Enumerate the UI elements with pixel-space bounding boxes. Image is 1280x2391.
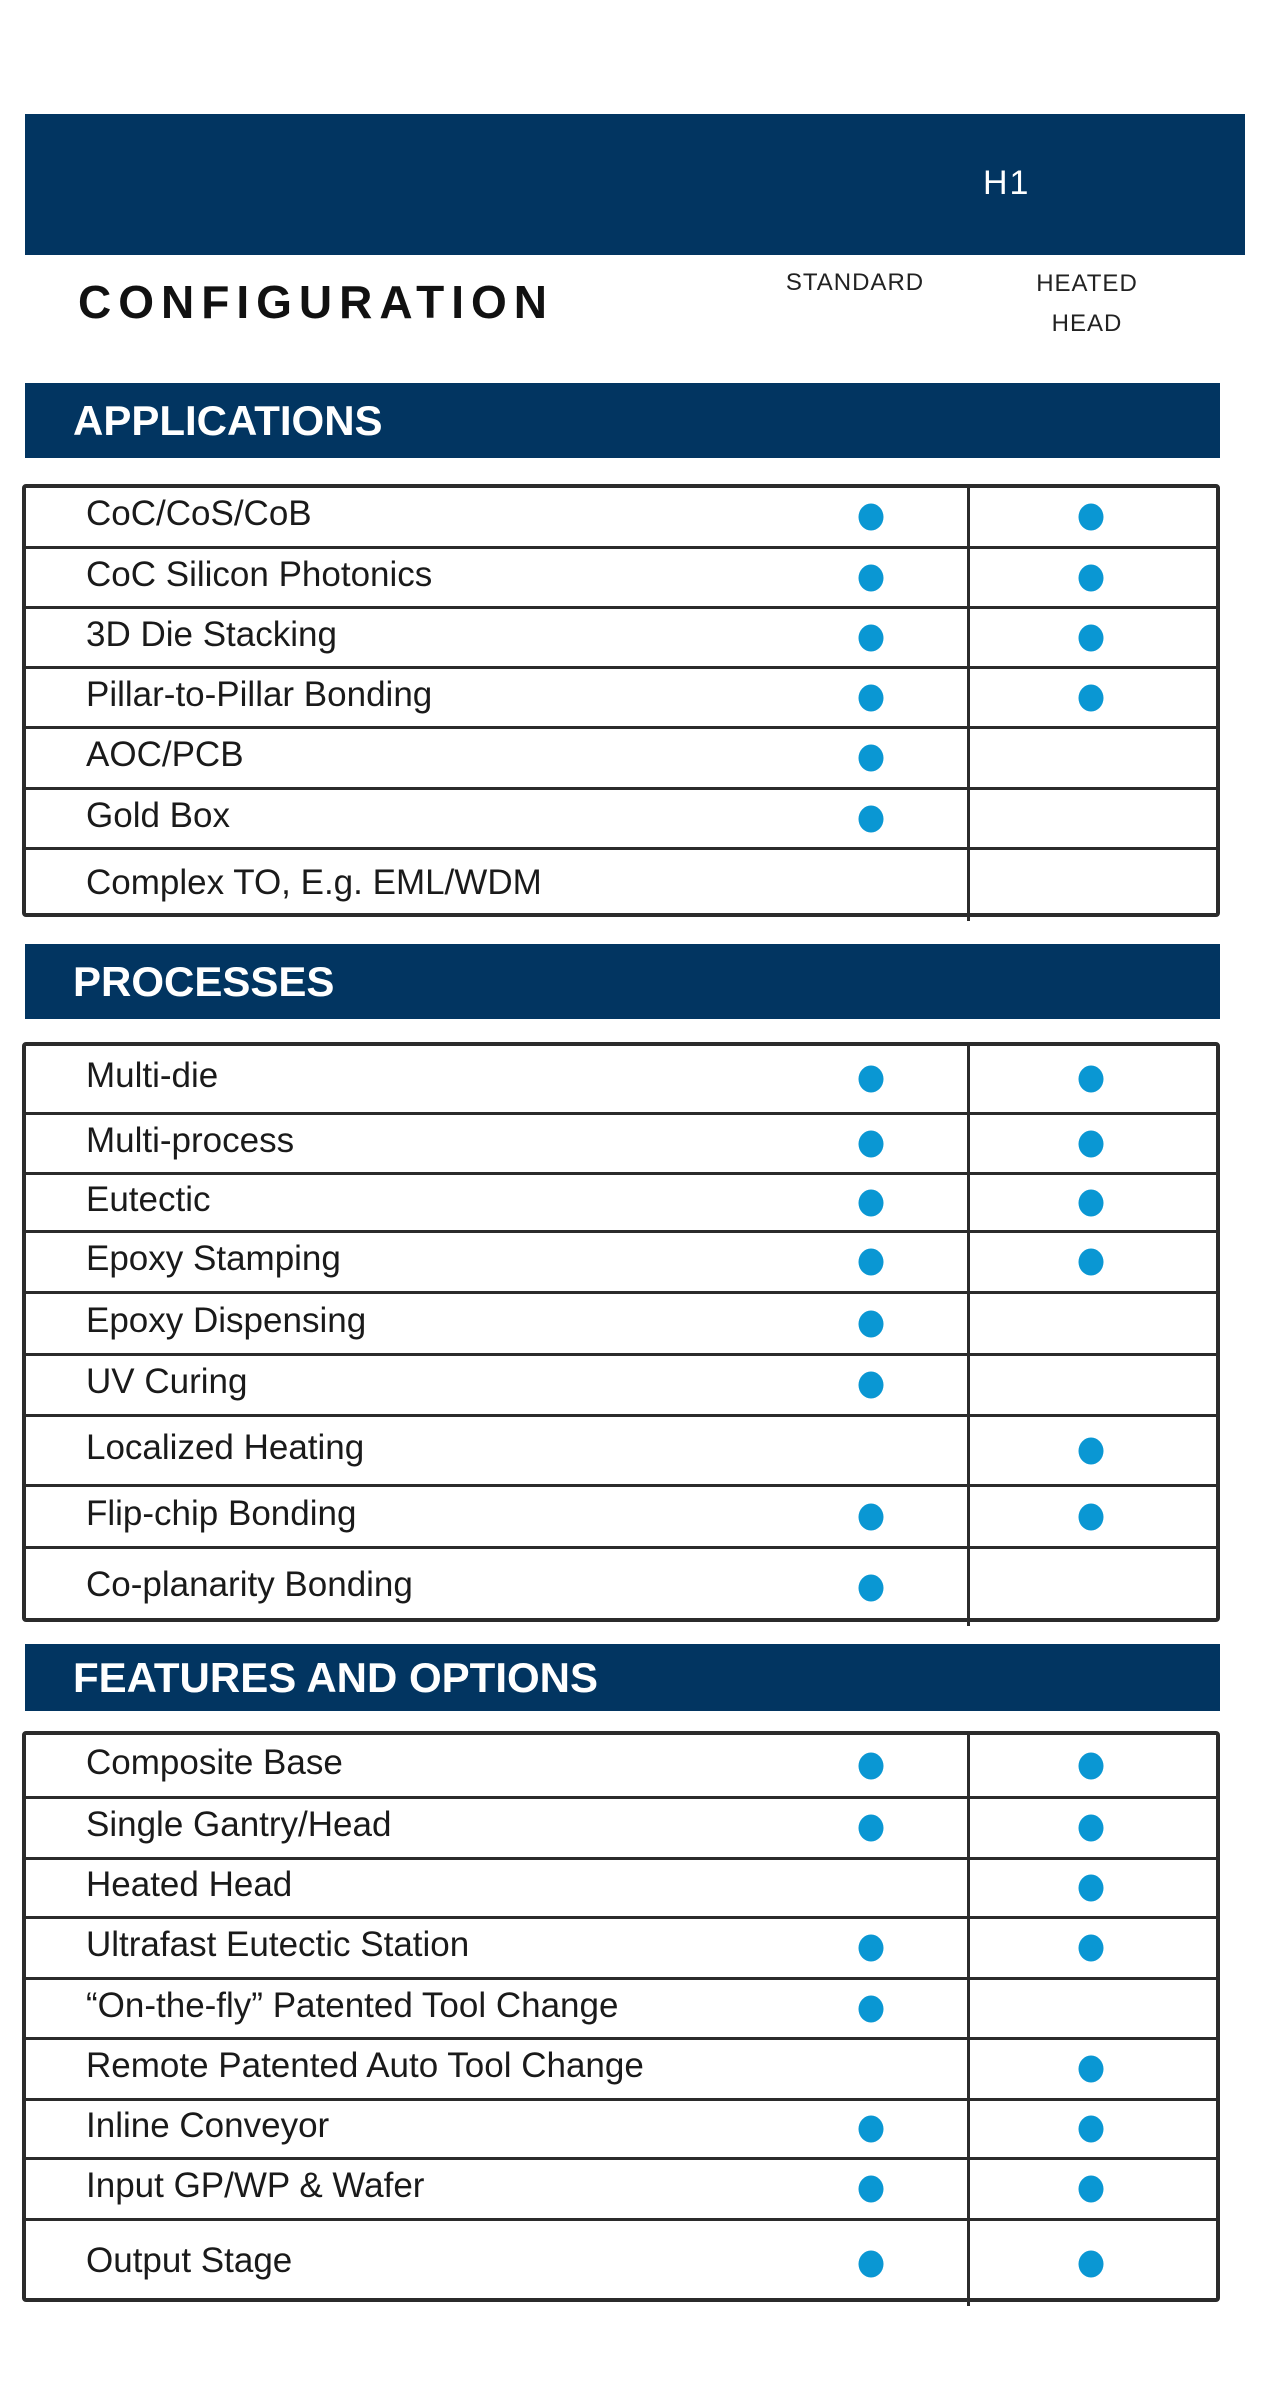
row-label: Multi-process bbox=[86, 1120, 295, 1160]
column-divider bbox=[967, 1487, 970, 1546]
row-label: Multi-die bbox=[86, 1055, 219, 1095]
standard-included-dot-icon bbox=[859, 745, 884, 772]
table-row bbox=[26, 1233, 1216, 1294]
row-label: Composite Base bbox=[86, 1742, 343, 1782]
table-row bbox=[26, 1487, 1216, 1549]
column-divider bbox=[967, 1549, 970, 1626]
column-header-standard: STANDARD bbox=[785, 269, 925, 296]
row-label: Output Stage bbox=[86, 2240, 293, 2280]
row-label: Localized Heating bbox=[86, 1427, 365, 1467]
standard-included-dot-icon bbox=[859, 1372, 884, 1399]
standard-included-dot-icon bbox=[859, 1574, 884, 1601]
table-row bbox=[26, 1980, 1216, 2040]
standard-included-dot-icon bbox=[859, 1310, 884, 1337]
heated-head-included-dot-icon bbox=[1079, 1066, 1104, 1093]
table-row bbox=[26, 1294, 1216, 1356]
heated-head-included-dot-icon bbox=[1079, 1875, 1104, 1902]
heated-head-included-dot-icon bbox=[1079, 624, 1104, 651]
table-row bbox=[26, 1356, 1216, 1417]
model-header-bar bbox=[25, 114, 1245, 255]
standard-included-dot-icon bbox=[859, 1249, 884, 1276]
model-name: H1 bbox=[983, 164, 1031, 202]
column-header-heated-head bbox=[1007, 264, 1167, 344]
column-divider bbox=[967, 1980, 970, 2037]
standard-included-dot-icon bbox=[859, 1752, 884, 1779]
heated-head-included-dot-icon bbox=[1079, 2176, 1104, 2203]
standard-included-dot-icon bbox=[859, 1066, 884, 1093]
column-divider bbox=[967, 1294, 970, 1353]
heated-head-included-dot-icon bbox=[1079, 2056, 1104, 2083]
heated-head-included-dot-icon bbox=[1079, 1935, 1104, 1962]
column-divider bbox=[967, 1175, 970, 1230]
column-header-line: HEATED bbox=[1036, 270, 1138, 297]
row-label: Heated Head bbox=[86, 1864, 293, 1904]
table-row bbox=[26, 790, 1216, 850]
column-divider bbox=[967, 1919, 970, 1977]
row-label: Flip-chip Bonding bbox=[86, 1493, 357, 1533]
column-divider bbox=[967, 1799, 970, 1857]
standard-included-dot-icon bbox=[859, 1130, 884, 1157]
heated-head-included-dot-icon bbox=[1079, 1130, 1104, 1157]
row-label: “On-the-fly” Patented Tool Change bbox=[86, 1985, 619, 2025]
standard-included-dot-icon bbox=[859, 504, 884, 531]
column-divider bbox=[967, 850, 970, 921]
heated-head-included-dot-icon bbox=[1079, 2116, 1104, 2143]
table-row bbox=[26, 1799, 1216, 1860]
table-row bbox=[26, 2040, 1216, 2101]
table-row bbox=[26, 669, 1216, 729]
column-divider bbox=[967, 729, 970, 787]
standard-included-dot-icon bbox=[859, 564, 884, 591]
column-divider bbox=[967, 1860, 970, 1916]
table-row bbox=[26, 2160, 1216, 2221]
standard-included-dot-icon bbox=[859, 2116, 884, 2143]
standard-included-dot-icon bbox=[859, 2176, 884, 2203]
standard-included-dot-icon bbox=[859, 684, 884, 711]
row-label: Complex TO, E.g. EML/WDM bbox=[86, 862, 542, 902]
table-row bbox=[26, 549, 1216, 609]
table-row bbox=[26, 2101, 1216, 2160]
standard-included-dot-icon bbox=[859, 1503, 884, 1530]
column-divider bbox=[967, 2101, 970, 2157]
table-row bbox=[26, 2221, 1216, 2306]
table-row bbox=[26, 729, 1216, 790]
column-divider bbox=[967, 790, 970, 847]
section-header: APPLICATIONS bbox=[25, 383, 1220, 458]
standard-included-dot-icon bbox=[859, 1815, 884, 1842]
standard-included-dot-icon bbox=[859, 805, 884, 832]
table-row bbox=[26, 1046, 1216, 1115]
standard-included-dot-icon bbox=[859, 1189, 884, 1216]
column-divider bbox=[967, 1233, 970, 1291]
column-divider bbox=[967, 2221, 970, 2306]
row-label: Pillar-to-Pillar Bonding bbox=[86, 674, 433, 714]
row-label: CoC Silicon Photonics bbox=[86, 554, 433, 594]
standard-included-dot-icon bbox=[859, 1935, 884, 1962]
table-row bbox=[26, 488, 1216, 549]
column-divider bbox=[967, 669, 970, 726]
table-row bbox=[26, 1919, 1216, 1980]
heated-head-included-dot-icon bbox=[1079, 1752, 1104, 1779]
feature-table bbox=[22, 484, 1220, 917]
standard-included-dot-icon bbox=[859, 624, 884, 651]
column-divider bbox=[967, 1115, 970, 1172]
column-divider bbox=[967, 1735, 970, 1796]
heated-head-included-dot-icon bbox=[1079, 564, 1104, 591]
column-divider bbox=[967, 549, 970, 606]
heated-head-included-dot-icon bbox=[1079, 2250, 1104, 2277]
column-divider bbox=[967, 2160, 970, 2218]
standard-included-dot-icon bbox=[859, 1995, 884, 2022]
column-divider bbox=[967, 2040, 970, 2098]
section-header: FEATURES AND OPTIONS bbox=[25, 1644, 1220, 1711]
heated-head-included-dot-icon bbox=[1079, 1189, 1104, 1216]
section-header: PROCESSES bbox=[25, 944, 1220, 1019]
column-divider bbox=[967, 1417, 970, 1484]
column-divider bbox=[967, 609, 970, 666]
row-label: CoC/CoS/CoB bbox=[86, 493, 312, 533]
table-row bbox=[26, 1175, 1216, 1233]
row-label: UV Curing bbox=[86, 1361, 248, 1401]
table-row bbox=[26, 1549, 1216, 1626]
heated-head-included-dot-icon bbox=[1079, 684, 1104, 711]
standard-included-dot-icon bbox=[859, 2250, 884, 2277]
column-divider bbox=[967, 488, 970, 546]
page-title: CONFIGURATION bbox=[78, 276, 555, 328]
table-row bbox=[26, 1735, 1216, 1799]
feature-table bbox=[22, 1731, 1220, 2302]
row-label: Gold Box bbox=[86, 795, 230, 835]
heated-head-included-dot-icon bbox=[1079, 1437, 1104, 1464]
feature-table bbox=[22, 1042, 1220, 1622]
row-label: Remote Patented Auto Tool Change bbox=[86, 2045, 644, 2085]
row-label: Co-planarity Bonding bbox=[86, 1564, 413, 1604]
row-label: Inline Conveyor bbox=[86, 2105, 330, 2145]
row-label: Epoxy Stamping bbox=[86, 1238, 341, 1278]
table-row bbox=[26, 850, 1216, 921]
column-divider bbox=[967, 1356, 970, 1414]
column-divider bbox=[967, 1046, 970, 1112]
heated-head-included-dot-icon bbox=[1079, 1503, 1104, 1530]
table-row bbox=[26, 609, 1216, 669]
row-label: Ultrafast Eutectic Station bbox=[86, 1924, 470, 1964]
row-label: Eutectic bbox=[86, 1179, 211, 1219]
table-row bbox=[26, 1417, 1216, 1487]
row-label: AOC/PCB bbox=[86, 734, 244, 774]
row-label: Input GP/WP & Wafer bbox=[86, 2165, 425, 2205]
row-label: Single Gantry/Head bbox=[86, 1804, 392, 1844]
row-label: Epoxy Dispensing bbox=[86, 1300, 367, 1340]
heated-head-included-dot-icon bbox=[1079, 1815, 1104, 1842]
heated-head-included-dot-icon bbox=[1079, 1249, 1104, 1276]
table-row bbox=[26, 1860, 1216, 1919]
column-header-line: HEAD bbox=[1051, 310, 1123, 337]
heated-head-included-dot-icon bbox=[1079, 504, 1104, 531]
table-row bbox=[26, 1115, 1216, 1175]
row-label: 3D Die Stacking bbox=[86, 614, 337, 654]
